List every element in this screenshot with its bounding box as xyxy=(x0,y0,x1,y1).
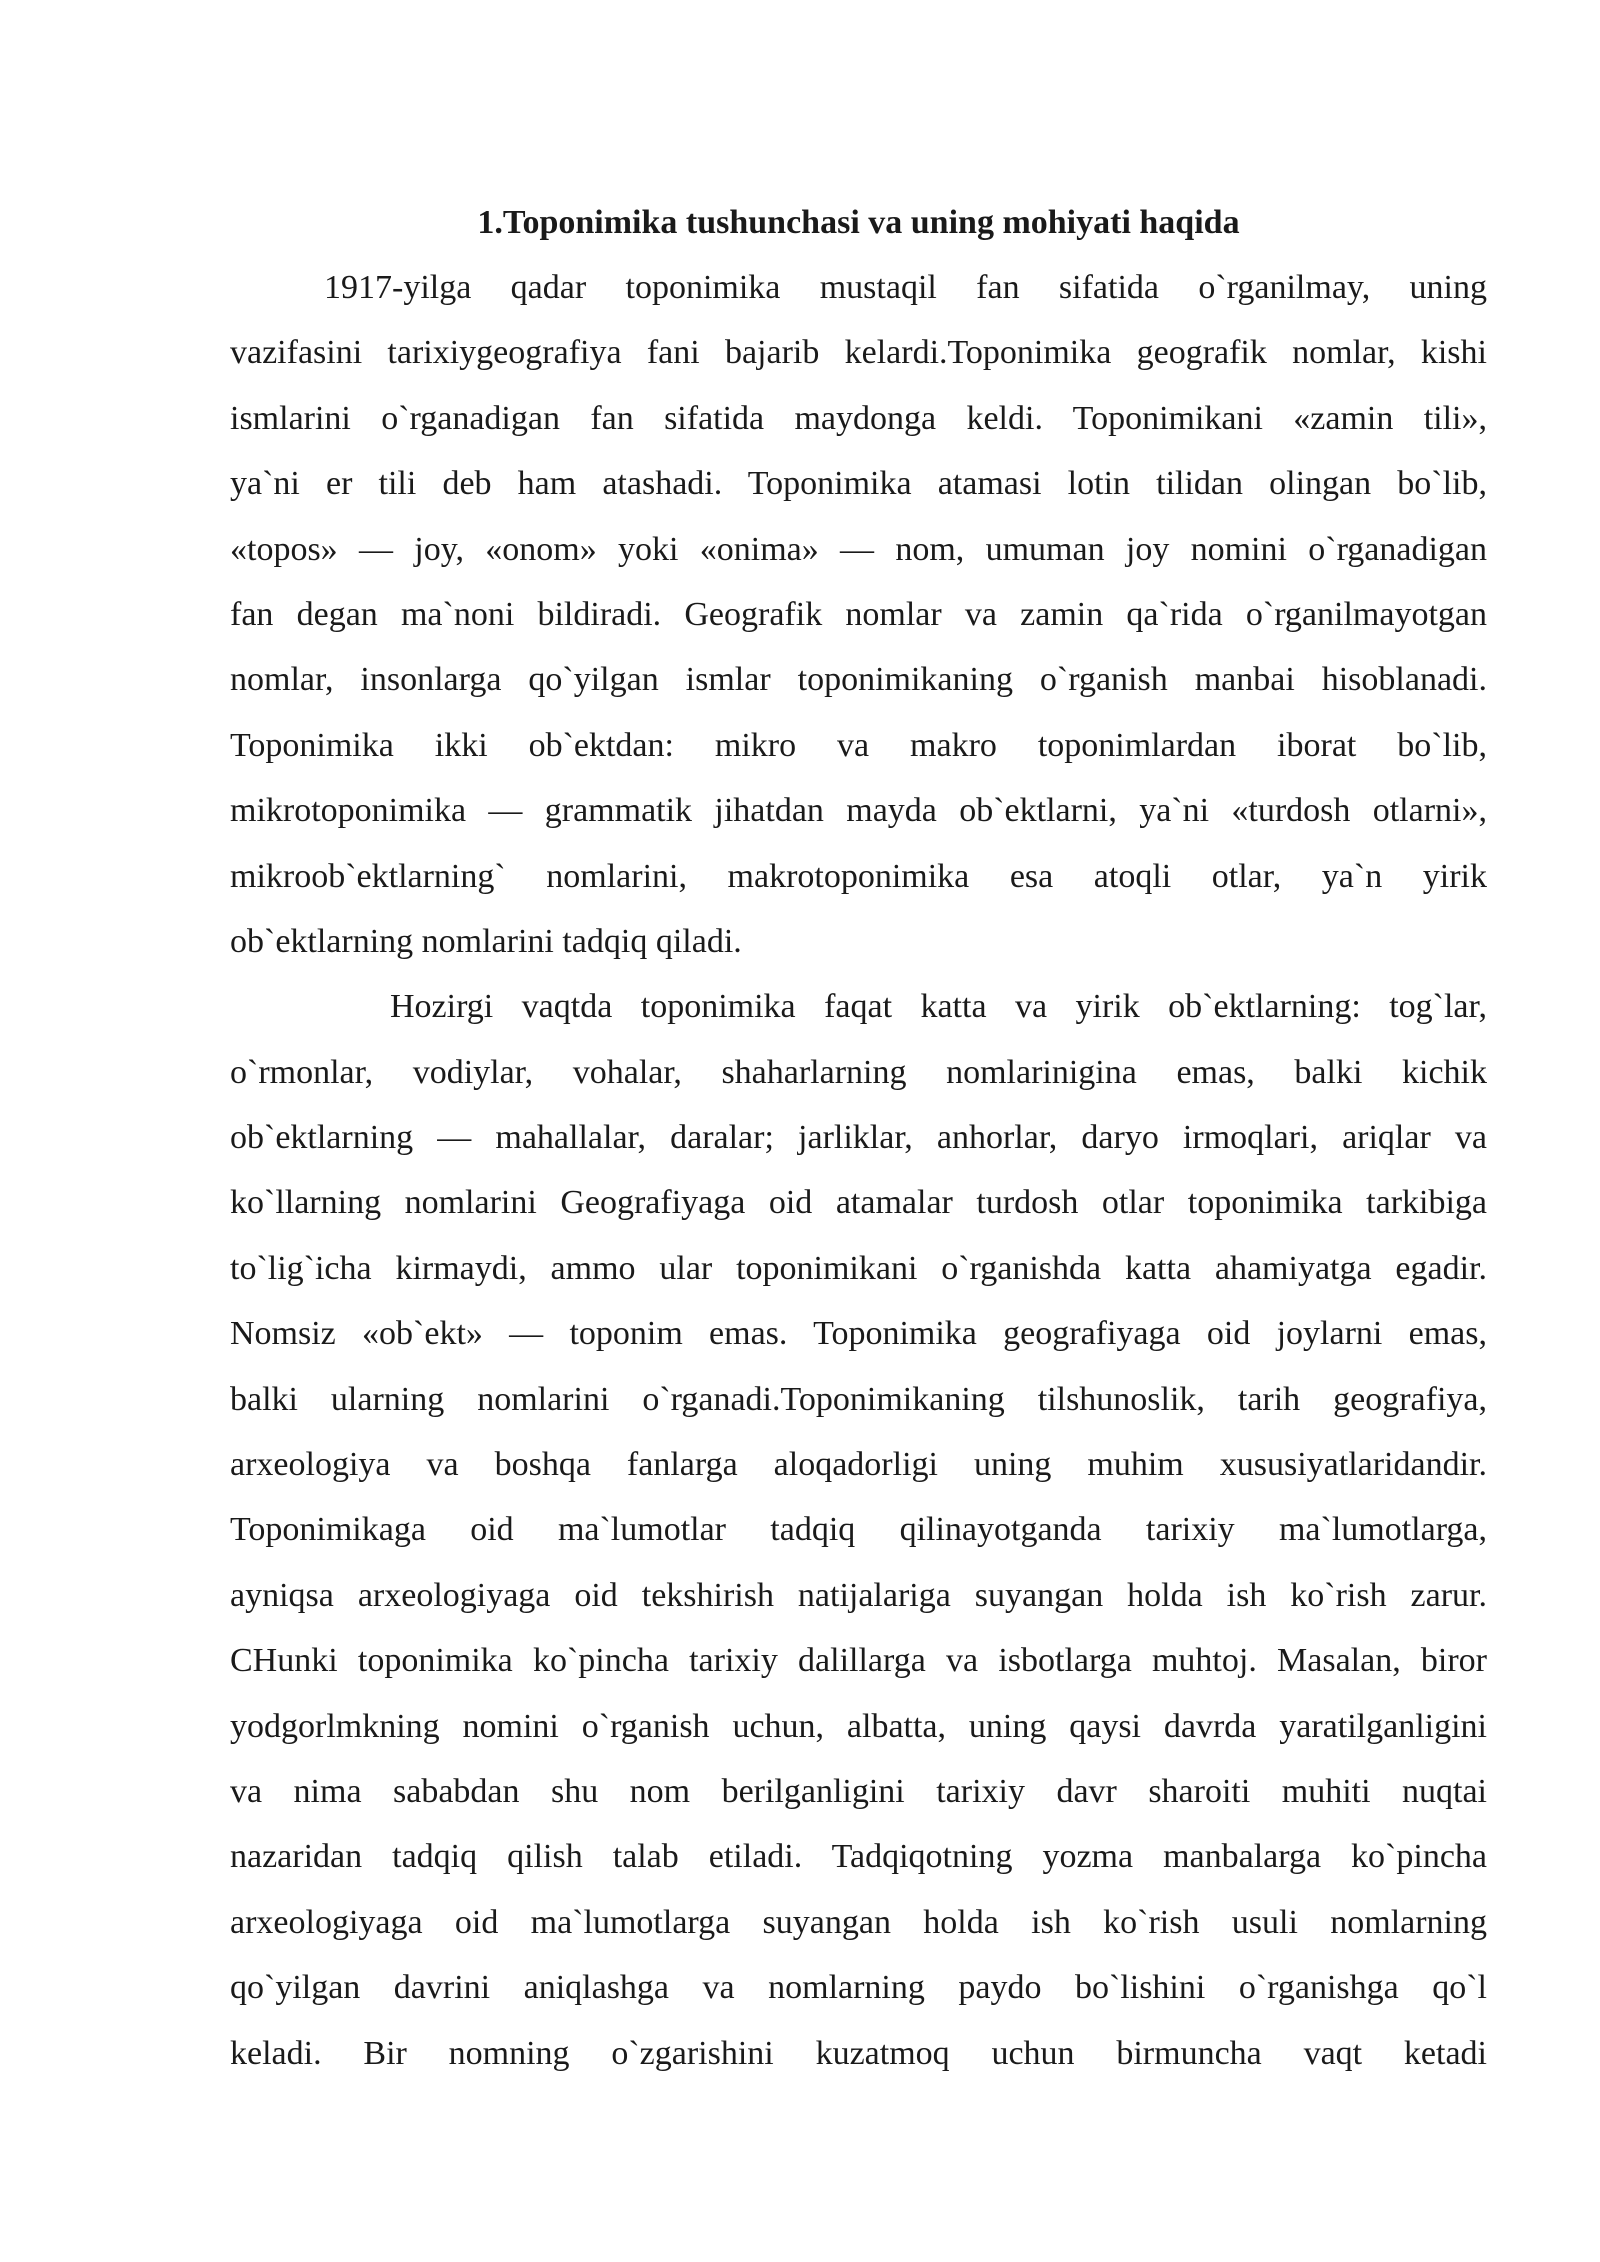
text-line: 1917-yilga qadar toponimika mustaqil fan sifatida o`rganilmay, uning xyxy=(324,269,1487,306)
text-line: ko`llarning nomlarini Geografiyaga oid atamalar turdosh otlar toponimika tarkibiga xyxy=(230,1184,1487,1222)
text-line: to`lig`icha kirmaydi, ammo ular toponimikani o`rganishda katta ahamiyatga egadir. xyxy=(230,1249,1487,1287)
text-line: ob`ektlarning nomlarini tadqiq qiladi. xyxy=(230,922,742,960)
text-line: keladi. Bir nomning o`zgarishini kuzatmoq uchun birmuncha vaqt ketadi xyxy=(230,2034,1487,2072)
text-line: ob`ektlarning — mahallalar, daralar; jarliklar, anhorlar, daryo irmoqlari, ariqlar va xyxy=(230,1119,1487,1157)
text-line: vazifasini tarixiygeografiya fani bajarib kelardi.Toponimika geografik nomlar, kishi xyxy=(230,334,1487,372)
text-line: balki ularning nomlarini o`rganadi.Toponimikaning tilshunoslik, tarih geografiya, xyxy=(230,1380,1487,1418)
text-line: yodgorlmkning nomini o`rganish uchun, albatta, uning qaysi davrda yaratilganligini xyxy=(230,1707,1487,1745)
text-line: CHunki toponimika ko`pincha tarixiy dalillarga va isbotlarga muhtoj. Masalan, biror xyxy=(230,1642,1487,1680)
text-line: qo`yilgan davrini aniqlashga va nomlarning paydo bo`lishini o`rganishga qo`l xyxy=(230,1969,1487,2007)
text-line: Toponimika ikki ob`ektdan: mikro va makro toponimlardan iborat bo`lib, xyxy=(230,726,1487,764)
text-line: arxeologiya va boshqa fanlarga aloqadorligi uning muhim xususiyatlaridandir. xyxy=(230,1446,1487,1484)
text-line: nomlar, insonlarga qo`yilgan ismlar toponimikaning o`rganish manbai hisoblanadi. xyxy=(230,661,1487,699)
text-line: ismlarini o`rganadigan fan sifatida maydonga keldi. Toponimikani «zamin tili», xyxy=(230,399,1487,437)
text-line: o`rmonlar, vodiylar, vohalar, shaharlarning nomlarinigina emas, balki kichik xyxy=(230,1053,1487,1091)
text-line: Nomsiz «ob`ekt» — toponim emas. Toponimika geografiyaga oid joylarni emas, xyxy=(230,1315,1487,1353)
text-line: «topos» — joy, «onom» yoki «onima» — nom, umuman joy nomini o`rganadigan xyxy=(230,530,1487,568)
text-line: mikrotoponimika — grammatik jihatdan mayda ob`ektlarni, ya`ni «turdosh otlarni», xyxy=(230,792,1487,830)
text-line: ya`ni er tili deb ham atashadi. Toponimika atamasi lotin tilidan olingan bo`lib, xyxy=(230,465,1487,503)
document-body xyxy=(230,255,1487,2086)
document-title: 1.Toponimika tushunchasi va uning mohiyati haqida xyxy=(477,204,1240,241)
text-line: fan degan ma`noni bildiradi. Geografik nomlar va zamin qa`rida o`rganilmayotgan xyxy=(230,595,1487,633)
text-line: ayniqsa arxeologiyaga oid tekshirish natijalariga suyangan holda ish ko`rish zarur. xyxy=(230,1576,1487,1614)
text-line: mikroob`ektlarning` nomlarini, makrotoponimika esa atoqli otlar, ya`n yirik xyxy=(230,857,1487,895)
text-line: nazaridan tadqiq qilish talab etiladi. Tadqiqotning yozma manbalarga ko`pincha xyxy=(230,1838,1487,1876)
text-line: Toponimikaga oid ma`lumotlar tadqiq qilinayotganda tarixiy ma`lumotlarga, xyxy=(230,1511,1487,1549)
text-line: Hozirgi vaqtda toponimika faqat katta va yirik ob`ektlarning: tog`lar, xyxy=(390,988,1487,1026)
text-line: arxeologiyaga oid ma`lumotlarga suyangan holda ish ko`rish usuli nomlarning xyxy=(230,1903,1487,1941)
text-line: va nima sababdan shu nom berilganligini tarixiy davr sharoiti muhiti nuqtai xyxy=(230,1772,1487,1810)
